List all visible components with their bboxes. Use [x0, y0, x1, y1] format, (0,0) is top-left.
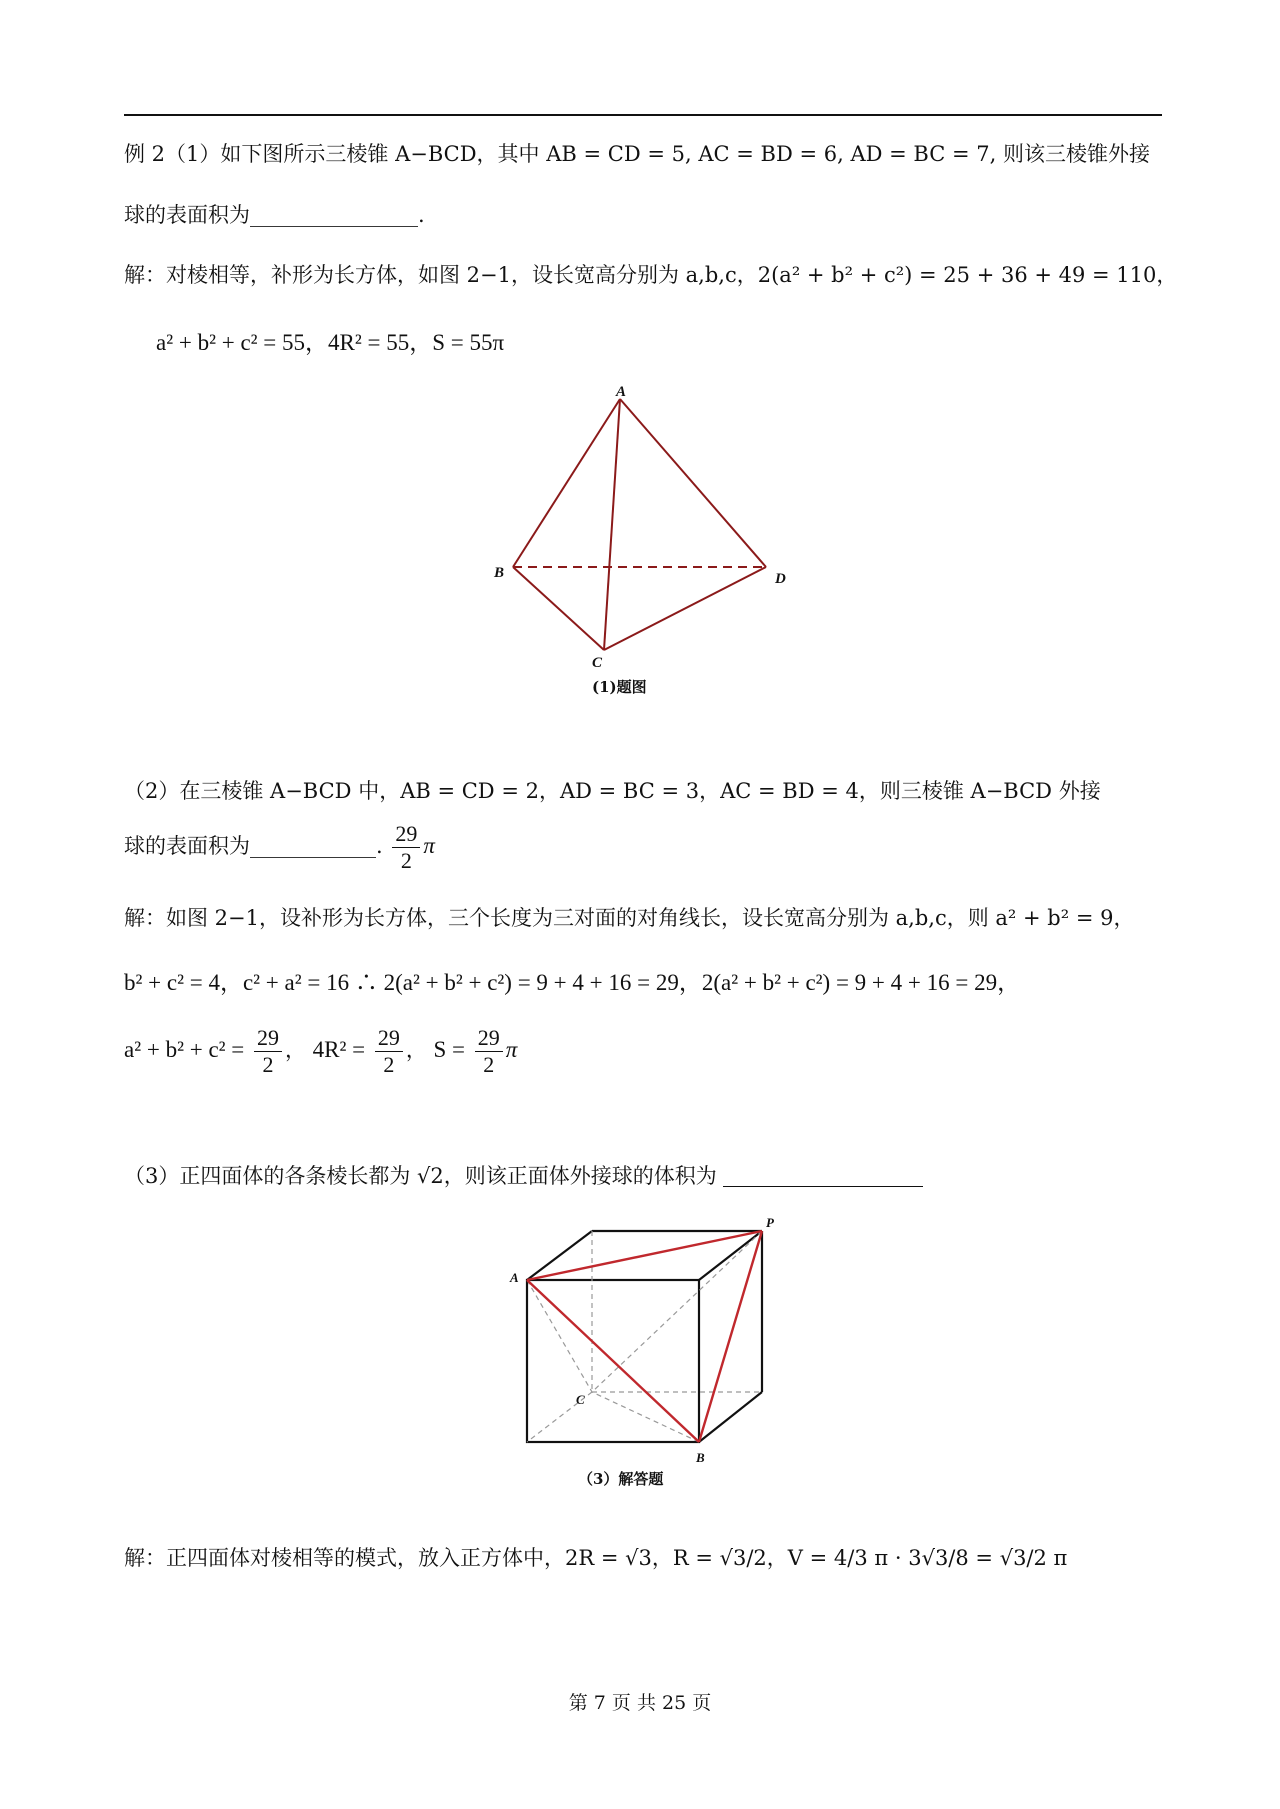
problem-2-line-1: [124, 775, 1101, 807]
answer-numerator: 29: [392, 821, 420, 848]
edge-pb: [699, 1231, 762, 1442]
solution-2-text-1: 解：如图 2−1，设补形为长方体，三个长度为三对面的对角线长，设长宽高分别为 a,b,c，则 a² + b² = 9，: [124, 906, 1135, 930]
edge-bc: [513, 567, 604, 650]
solution-2-s: S =: [433, 1037, 466, 1062]
vertex-label-c: C: [576, 1392, 585, 1407]
answer-pi: π: [423, 833, 435, 858]
problem-2-answer-fraction: [392, 821, 420, 874]
edge-ap: [527, 1231, 762, 1280]
figure-3-caption: （3）解答题: [578, 1470, 664, 1488]
fraction-4r2: [375, 1025, 403, 1078]
problem-2-text: （2）在三棱锥 A−BCD 中，AB = CD = 2，AD = BC = 3，AC = BD = 4，则三棱锥 A−BCD 外接: [124, 779, 1101, 803]
figure-1-caption: (1)题图: [592, 678, 647, 696]
vertex-label-a: A: [616, 384, 627, 400]
frac-den: 2: [483, 1052, 495, 1077]
solution-2-sum: a² + b² + c² =: [124, 1037, 245, 1062]
frac-num: 29: [475, 1025, 503, 1052]
figure-1-tetrahedron: [480, 385, 810, 695]
frac-num: 29: [254, 1025, 282, 1052]
vertex-label-b: B: [494, 565, 505, 581]
frac-den: 2: [262, 1052, 274, 1077]
frac-num: 29: [375, 1025, 403, 1052]
separator: ，: [284, 1038, 306, 1062]
vertex-label-a: A: [510, 1270, 519, 1285]
problem-3-text: （3）正四面体的各条棱长都为 √2，则该正面体外接球的体积为: [124, 1164, 717, 1188]
hidden-diagonal: [527, 1280, 592, 1392]
problem-1-blank-text: 球的表面积为________________.: [124, 203, 425, 227]
solution-2-line-1: [124, 902, 1134, 934]
hidden-diagonal: [592, 1231, 762, 1392]
problem-1-text: 例 2（1）如下图所示三棱锥 A−BCD，其中 AB = CD = 5, AC = BD = 6, AD = BC = 7, 则该三棱锥外接: [124, 142, 1150, 166]
problem-1-line-1: [124, 138, 1150, 170]
vertex-label-c: C: [592, 655, 603, 671]
vertex-label-b: B: [696, 1450, 705, 1465]
figure-3-cube: [500, 1212, 790, 1472]
solution-1-result: a² + b² + c² = 55，4R² = 55，S = 55π: [156, 330, 505, 355]
fraction-sum: [254, 1025, 282, 1078]
edge-ad: [620, 399, 766, 567]
frac-den: 2: [383, 1052, 395, 1077]
fraction-s: [475, 1025, 503, 1078]
solution-1-line-2: [156, 327, 504, 359]
solution-3-line-1: [124, 1542, 1067, 1574]
answer-blank: [723, 1164, 923, 1187]
vertex-label-d: D: [775, 571, 786, 587]
answer-denominator: 2: [400, 848, 412, 873]
solution-1-line-1: [124, 259, 1177, 291]
pi-symbol: π: [505, 1037, 518, 1062]
page-footer: 第 7 页 共 25 页: [568, 1692, 712, 1714]
hidden-diagonal: [592, 1392, 699, 1442]
problem-2-line-2: [124, 818, 435, 874]
vertex-label-p: P: [766, 1215, 774, 1230]
solution-3-text: 解：正四面体对棱相等的模式，放入正方体中，2R = √3，R = √3/2，V = 4/3 π · 3√3/8 = √3/2 π: [124, 1546, 1068, 1570]
edge-cd: [604, 567, 766, 650]
solution-2-4r2: 4R² =: [312, 1037, 366, 1062]
problem-2-blank-text: 球的表面积为____________.: [124, 834, 383, 858]
solution-2-line-2: [124, 967, 1020, 999]
edge-ab: [527, 1280, 699, 1442]
problem-1-line-2: [124, 199, 425, 231]
solution-1-text: 解：对棱相等，补形为长方体，如图 2−1，设长宽高分别为 a,b,c，2(a² + b² + c²) = 25 + 36 + 49 = 110，: [124, 263, 1178, 287]
edge-ab: [513, 399, 620, 567]
solution-2-line-3: [124, 1020, 517, 1080]
separator: ，: [405, 1038, 427, 1062]
problem-3-line-1: [124, 1160, 923, 1192]
solution-2-text-2: b² + c² = 4，c² + a² = 16 ∴ 2(a² + b² + c²) = 9 + 4 + 16 = 29，2(a² + b² + c²) = 9 + 4 + 16 = 29，: [124, 970, 1021, 995]
header-rule: [124, 114, 1162, 116]
cube-edge: [699, 1392, 762, 1442]
edge-ac: [604, 399, 620, 650]
